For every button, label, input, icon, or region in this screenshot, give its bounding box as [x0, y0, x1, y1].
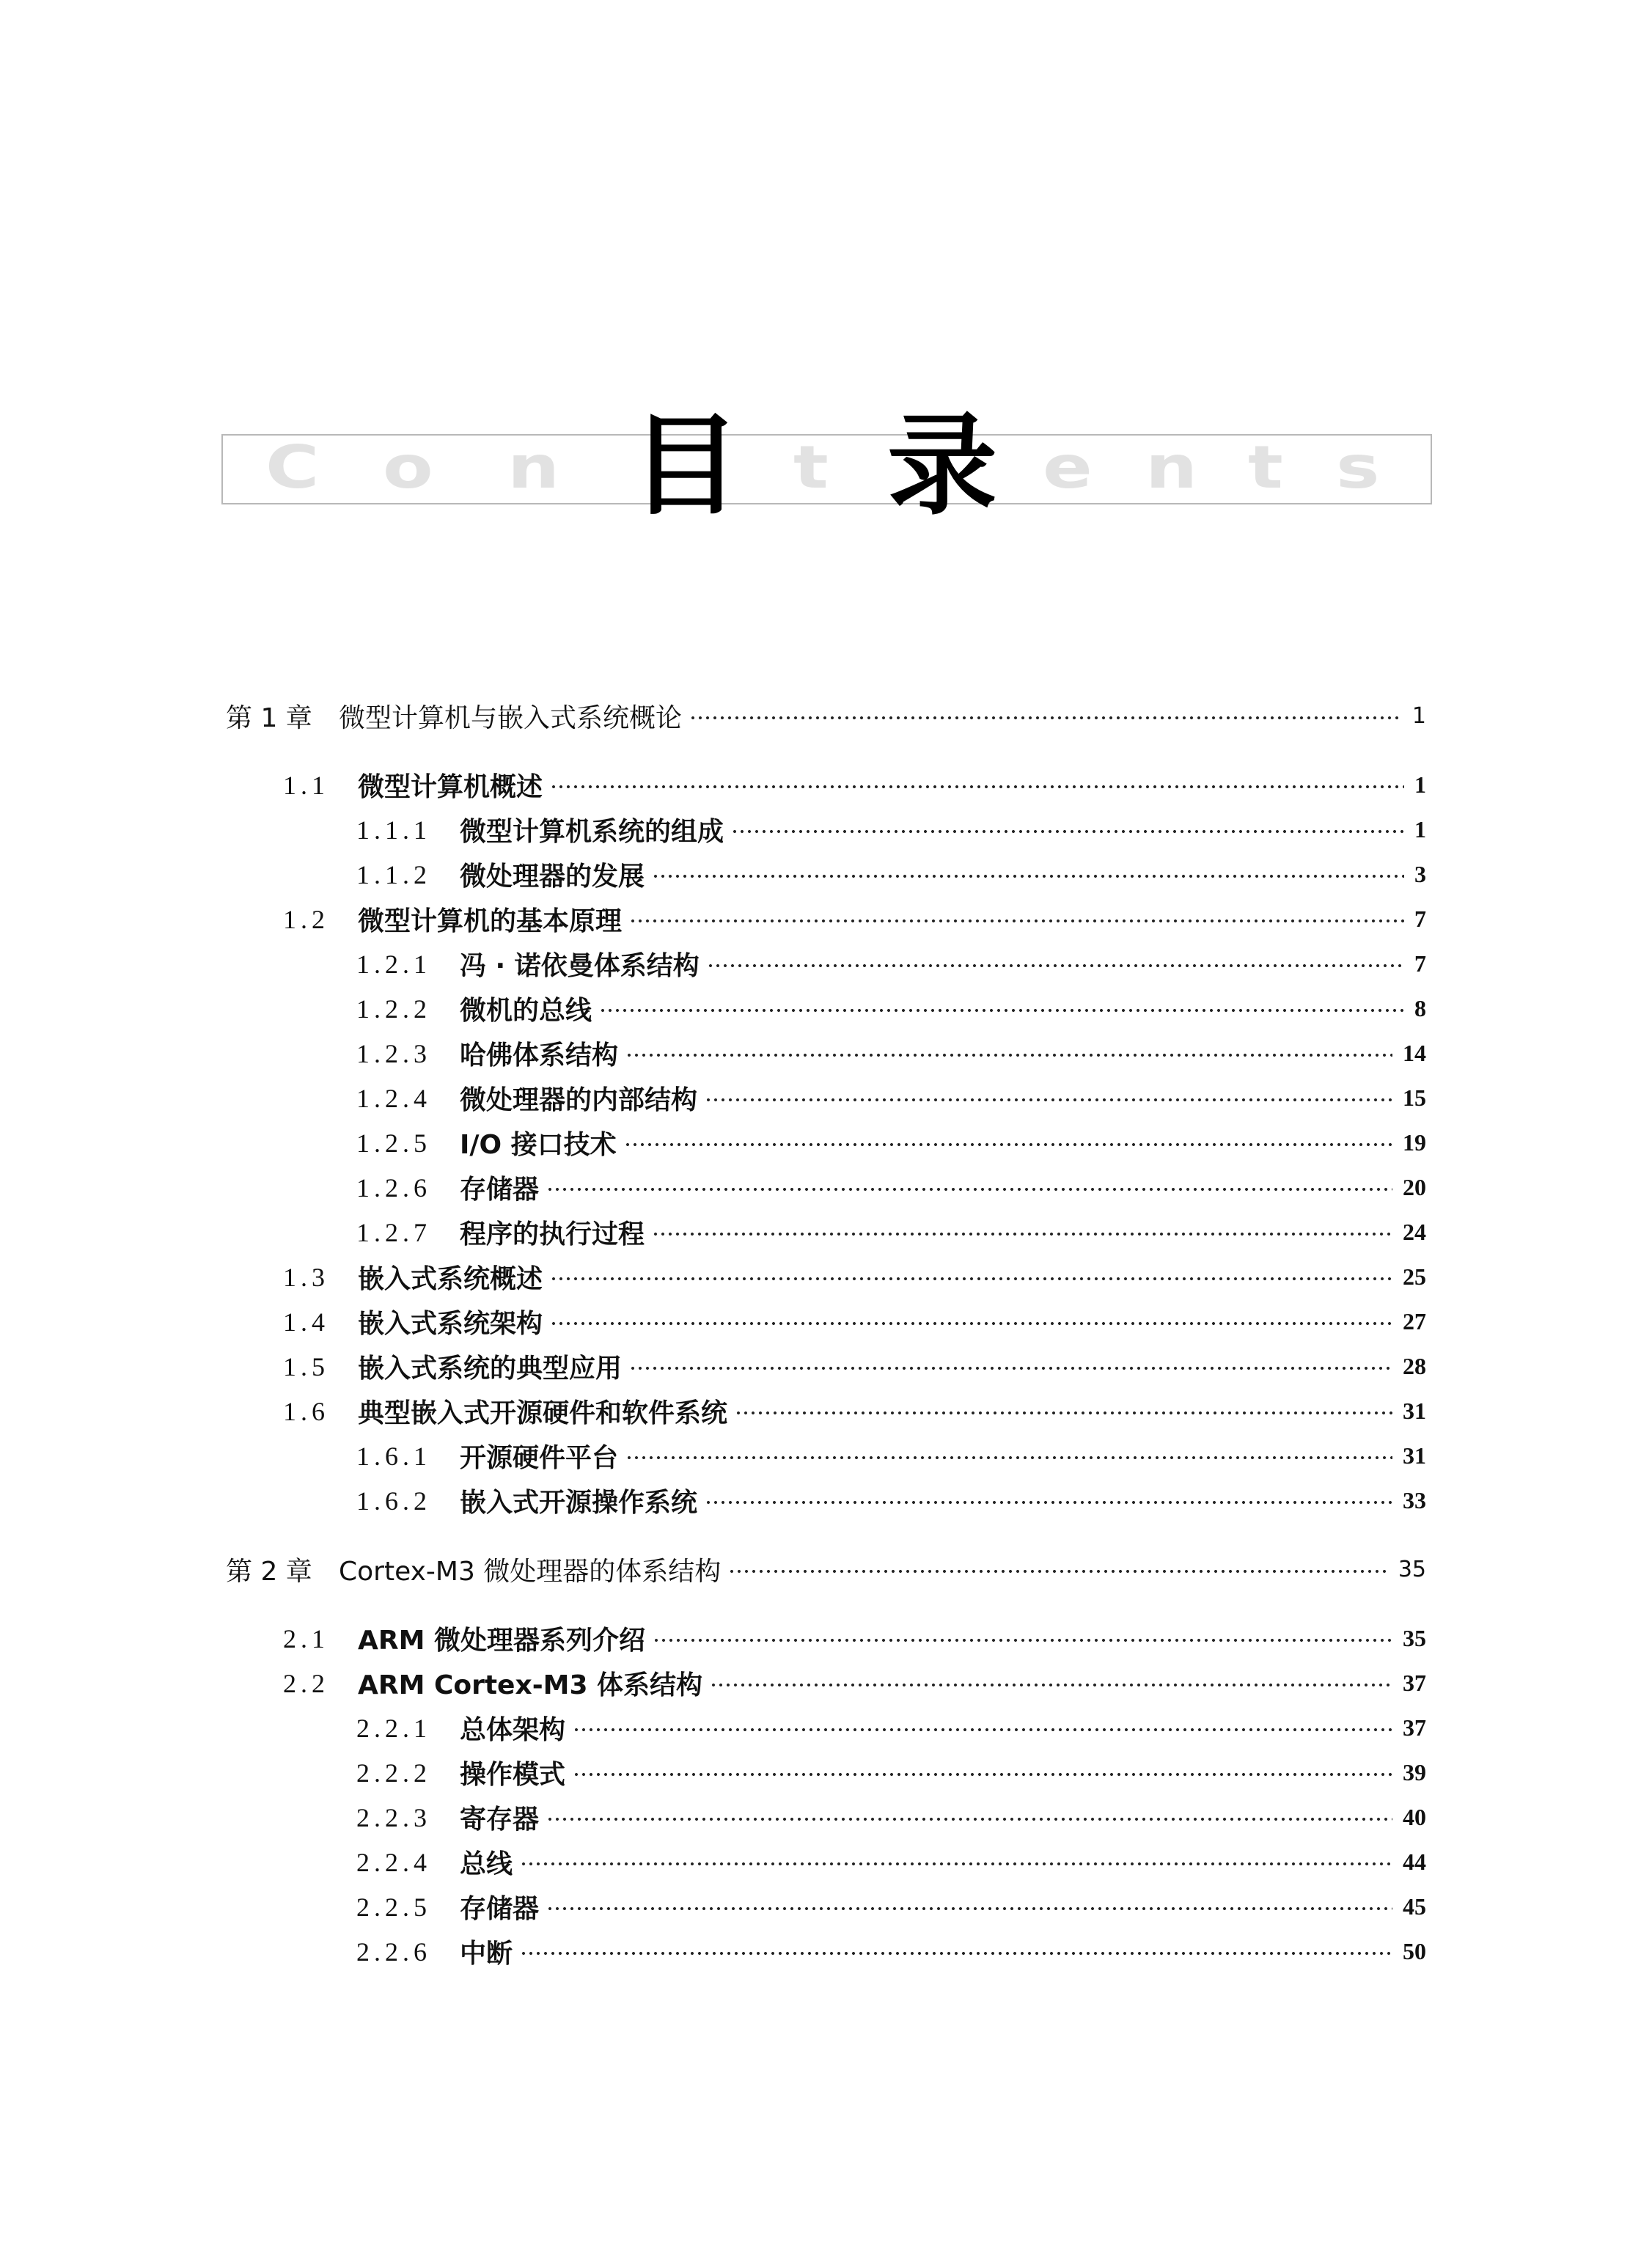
toc-page-number: 37: [1403, 1714, 1426, 1741]
toc-section-entry[interactable]: [0, 897, 1652, 941]
toc-title: 寄存器: [460, 1805, 540, 1835]
dot-leader: [707, 963, 1404, 968]
dot-leader: [710, 1683, 1392, 1687]
toc-title: 嵌入式系统的典型应用: [358, 1354, 623, 1384]
dot-leader: [599, 1008, 1404, 1013]
toc-page-number: 35: [1403, 1625, 1426, 1651]
toc-number: 2.1: [283, 1623, 329, 1653]
toc-number: 1.6.2: [356, 1486, 431, 1516]
toc-number: 1.1: [283, 770, 329, 800]
toc-title: 嵌入式开源操作系统: [460, 1488, 698, 1518]
dot-leader: [520, 1862, 1392, 1866]
toc-page-number: 27: [1403, 1308, 1426, 1335]
toc-section-entry[interactable]: [0, 1299, 1652, 1344]
toc-title: 嵌入式系统概述: [358, 1264, 543, 1294]
toc-title: I/O 接口技术: [460, 1130, 617, 1160]
toc-number: 1.3: [283, 1262, 329, 1292]
dot-leader: [546, 1817, 1392, 1821]
toc-section-entry[interactable]: [0, 763, 1652, 807]
toc-page-number: 20: [1403, 1174, 1426, 1200]
toc-section-entry[interactable]: [0, 1661, 1652, 1706]
toc-section-entry[interactable]: [0, 1616, 1652, 1661]
toc-title: ARM 微处理器系列介绍: [358, 1626, 645, 1656]
toc-page-number: 7: [1414, 906, 1426, 932]
toc-title: 微处理器的内部结构: [460, 1085, 698, 1115]
toc-title: 微型计算机与嵌入式系统概论: [339, 703, 683, 733]
toc-subsection-entry[interactable]: [0, 1840, 1652, 1884]
watermark-letter: t: [793, 433, 829, 502]
dot-leader: [689, 716, 1402, 720]
toc-number: 1.5: [283, 1351, 329, 1381]
dot-leader: [653, 1638, 1392, 1642]
toc-title: 程序的执行过程: [460, 1219, 645, 1249]
toc-title: 存储器: [460, 1175, 540, 1205]
watermark-letter: C: [265, 433, 320, 502]
dot-leader: [652, 1232, 1392, 1236]
dot-leader: [629, 919, 1404, 923]
watermark-letter: n: [1145, 433, 1198, 502]
toc-page-number: 40: [1403, 1804, 1426, 1830]
toc-subsection-entry[interactable]: [0, 1165, 1652, 1210]
toc-subsection-entry[interactable]: [0, 986, 1652, 1031]
toc-subsection-entry[interactable]: [0, 1076, 1652, 1120]
toc-number: 2.2.4: [356, 1847, 431, 1877]
toc-section-entry[interactable]: [0, 1389, 1652, 1433]
toc-number: 1.4: [283, 1307, 329, 1337]
toc-title: 微处理器的发展: [460, 862, 645, 892]
toc-title: 哈佛体系结构: [460, 1040, 619, 1071]
dot-leader: [728, 1569, 1388, 1574]
toc-number: 1.2.1: [356, 949, 431, 979]
dot-leader: [573, 1728, 1392, 1732]
toc-number: 1.2.4: [356, 1083, 431, 1113]
toc-title: 微机的总线: [460, 996, 592, 1026]
toc-title: 总体架构: [460, 1715, 566, 1745]
toc-subsection-entry[interactable]: [0, 1750, 1652, 1795]
toc-subsection-entry[interactable]: [0, 1031, 1652, 1076]
dot-leader: [705, 1500, 1392, 1505]
dot-leader: [550, 1321, 1392, 1326]
toc-chapter-entry[interactable]: [0, 1547, 1652, 1592]
toc-title: ARM Cortex-M3 体系结构: [358, 1670, 703, 1700]
toc-number: 1.1.1: [356, 815, 431, 845]
dot-leader: [652, 874, 1404, 878]
toc-page-number: 25: [1403, 1263, 1426, 1290]
dot-leader: [731, 829, 1404, 834]
toc-page-number: 1: [1414, 771, 1426, 798]
toc-page-number: 33: [1403, 1487, 1426, 1513]
toc-page-number: 50: [1403, 1938, 1426, 1964]
dot-leader: [624, 1142, 1392, 1147]
toc-title: 微型计算机系统的组成: [460, 817, 724, 847]
toc-number: 2.2.6: [356, 1937, 431, 1967]
dot-leader: [629, 1366, 1392, 1370]
dot-leader: [625, 1053, 1392, 1057]
toc-page-number: 44: [1403, 1849, 1426, 1875]
toc-section-entry[interactable]: [0, 1255, 1652, 1299]
toc-subsection-entry[interactable]: [0, 1795, 1652, 1840]
toc-page-number: 14: [1403, 1040, 1426, 1066]
toc-number: 1.2.5: [356, 1128, 431, 1158]
contents-banner: [221, 434, 1432, 504]
dot-leader: [546, 1906, 1392, 1911]
watermark-letter: s: [1336, 433, 1380, 502]
toc-page-number: 31: [1403, 1398, 1426, 1424]
toc-number: 2.2: [283, 1668, 329, 1698]
toc-page-number: 8: [1414, 995, 1426, 1021]
dot-leader: [625, 1455, 1392, 1460]
toc-number: 1.1.2: [356, 859, 431, 889]
toc-page-number: 7: [1414, 950, 1426, 977]
table-of-contents: [0, 694, 1652, 1974]
dot-leader: [705, 1098, 1392, 1102]
contents-watermark: [223, 433, 1431, 503]
toc-section-entry[interactable]: [0, 1344, 1652, 1389]
toc-number: 第 1 章: [226, 703, 312, 733]
toc-page-number: 1: [1411, 703, 1426, 729]
toc-subsection-entry[interactable]: [0, 1929, 1652, 1974]
toc-subsection-entry[interactable]: [0, 1120, 1652, 1165]
toc-title: 操作模式: [460, 1760, 566, 1790]
toc-page-number: 39: [1403, 1759, 1426, 1785]
watermark-letter: o: [383, 433, 433, 502]
toc-title: 微型计算机的基本原理: [358, 906, 623, 936]
toc-number: 2.2.1: [356, 1713, 431, 1743]
toc-chapter-entry[interactable]: [0, 694, 1652, 738]
toc-title: 嵌入式系统架构: [358, 1309, 543, 1339]
toc-page-number: 1: [1414, 816, 1426, 842]
toc-page-number: 37: [1403, 1670, 1426, 1696]
toc-subsection-entry[interactable]: [0, 1478, 1652, 1523]
page-title-char: 目: [631, 401, 741, 530]
toc-page-number: 3: [1414, 861, 1426, 887]
toc-title: 典型嵌入式开源硬件和软件系统: [358, 1398, 728, 1428]
toc-title: 冯 · 诺依曼体系结构: [460, 951, 700, 981]
toc-page-number: 15: [1403, 1084, 1426, 1111]
toc-number: 第 2 章: [226, 1557, 312, 1587]
dot-leader: [735, 1411, 1392, 1415]
toc-title: 微型计算机概述: [358, 772, 543, 802]
toc-page-number: 19: [1403, 1129, 1426, 1156]
dot-leader: [573, 1772, 1392, 1777]
toc-subsection-entry[interactable]: [0, 852, 1652, 897]
toc-number: 1.2: [283, 904, 329, 934]
toc-page-number: 31: [1403, 1442, 1426, 1469]
toc-page-number: 28: [1403, 1353, 1426, 1379]
toc-subsection-entry[interactable]: [0, 807, 1652, 852]
toc-title: Cortex-M3 微处理器的体系结构: [339, 1557, 722, 1587]
toc-number: 2.2.2: [356, 1758, 431, 1788]
toc-page-number: 45: [1403, 1893, 1426, 1920]
toc-title: 总线: [460, 1849, 513, 1879]
toc-title: 开源硬件平台: [460, 1443, 619, 1473]
toc-number: 1.2.3: [356, 1038, 431, 1068]
toc-page-number: 24: [1403, 1219, 1426, 1245]
page-title-char: 录: [887, 401, 998, 530]
watermark-letter: n: [507, 433, 560, 502]
toc-subsection-entry[interactable]: [0, 1433, 1652, 1478]
dot-leader: [546, 1187, 1392, 1192]
toc-number: 1.6: [283, 1396, 329, 1426]
toc-number: 1.2.6: [356, 1172, 431, 1203]
watermark-letter: e: [1043, 433, 1093, 502]
toc-number: 1.6.1: [356, 1441, 431, 1471]
toc-title: 存储器: [460, 1894, 540, 1924]
toc-number: 1.2.7: [356, 1217, 431, 1247]
dot-leader: [550, 1277, 1392, 1281]
toc-subsection-entry[interactable]: [0, 1706, 1652, 1750]
toc-number: 1.2.2: [356, 994, 431, 1024]
toc-subsection-entry[interactable]: [0, 941, 1652, 986]
toc-subsection-entry[interactable]: [0, 1884, 1652, 1929]
toc-number: 2.2.5: [356, 1892, 431, 1922]
toc-title: 中断: [460, 1939, 513, 1969]
watermark-letter: t: [1248, 433, 1283, 502]
toc-page-number: 35: [1398, 1557, 1426, 1582]
toc-number: 2.2.3: [356, 1802, 431, 1832]
toc-subsection-entry[interactable]: [0, 1210, 1652, 1255]
dot-leader: [520, 1951, 1392, 1956]
dot-leader: [550, 785, 1404, 789]
